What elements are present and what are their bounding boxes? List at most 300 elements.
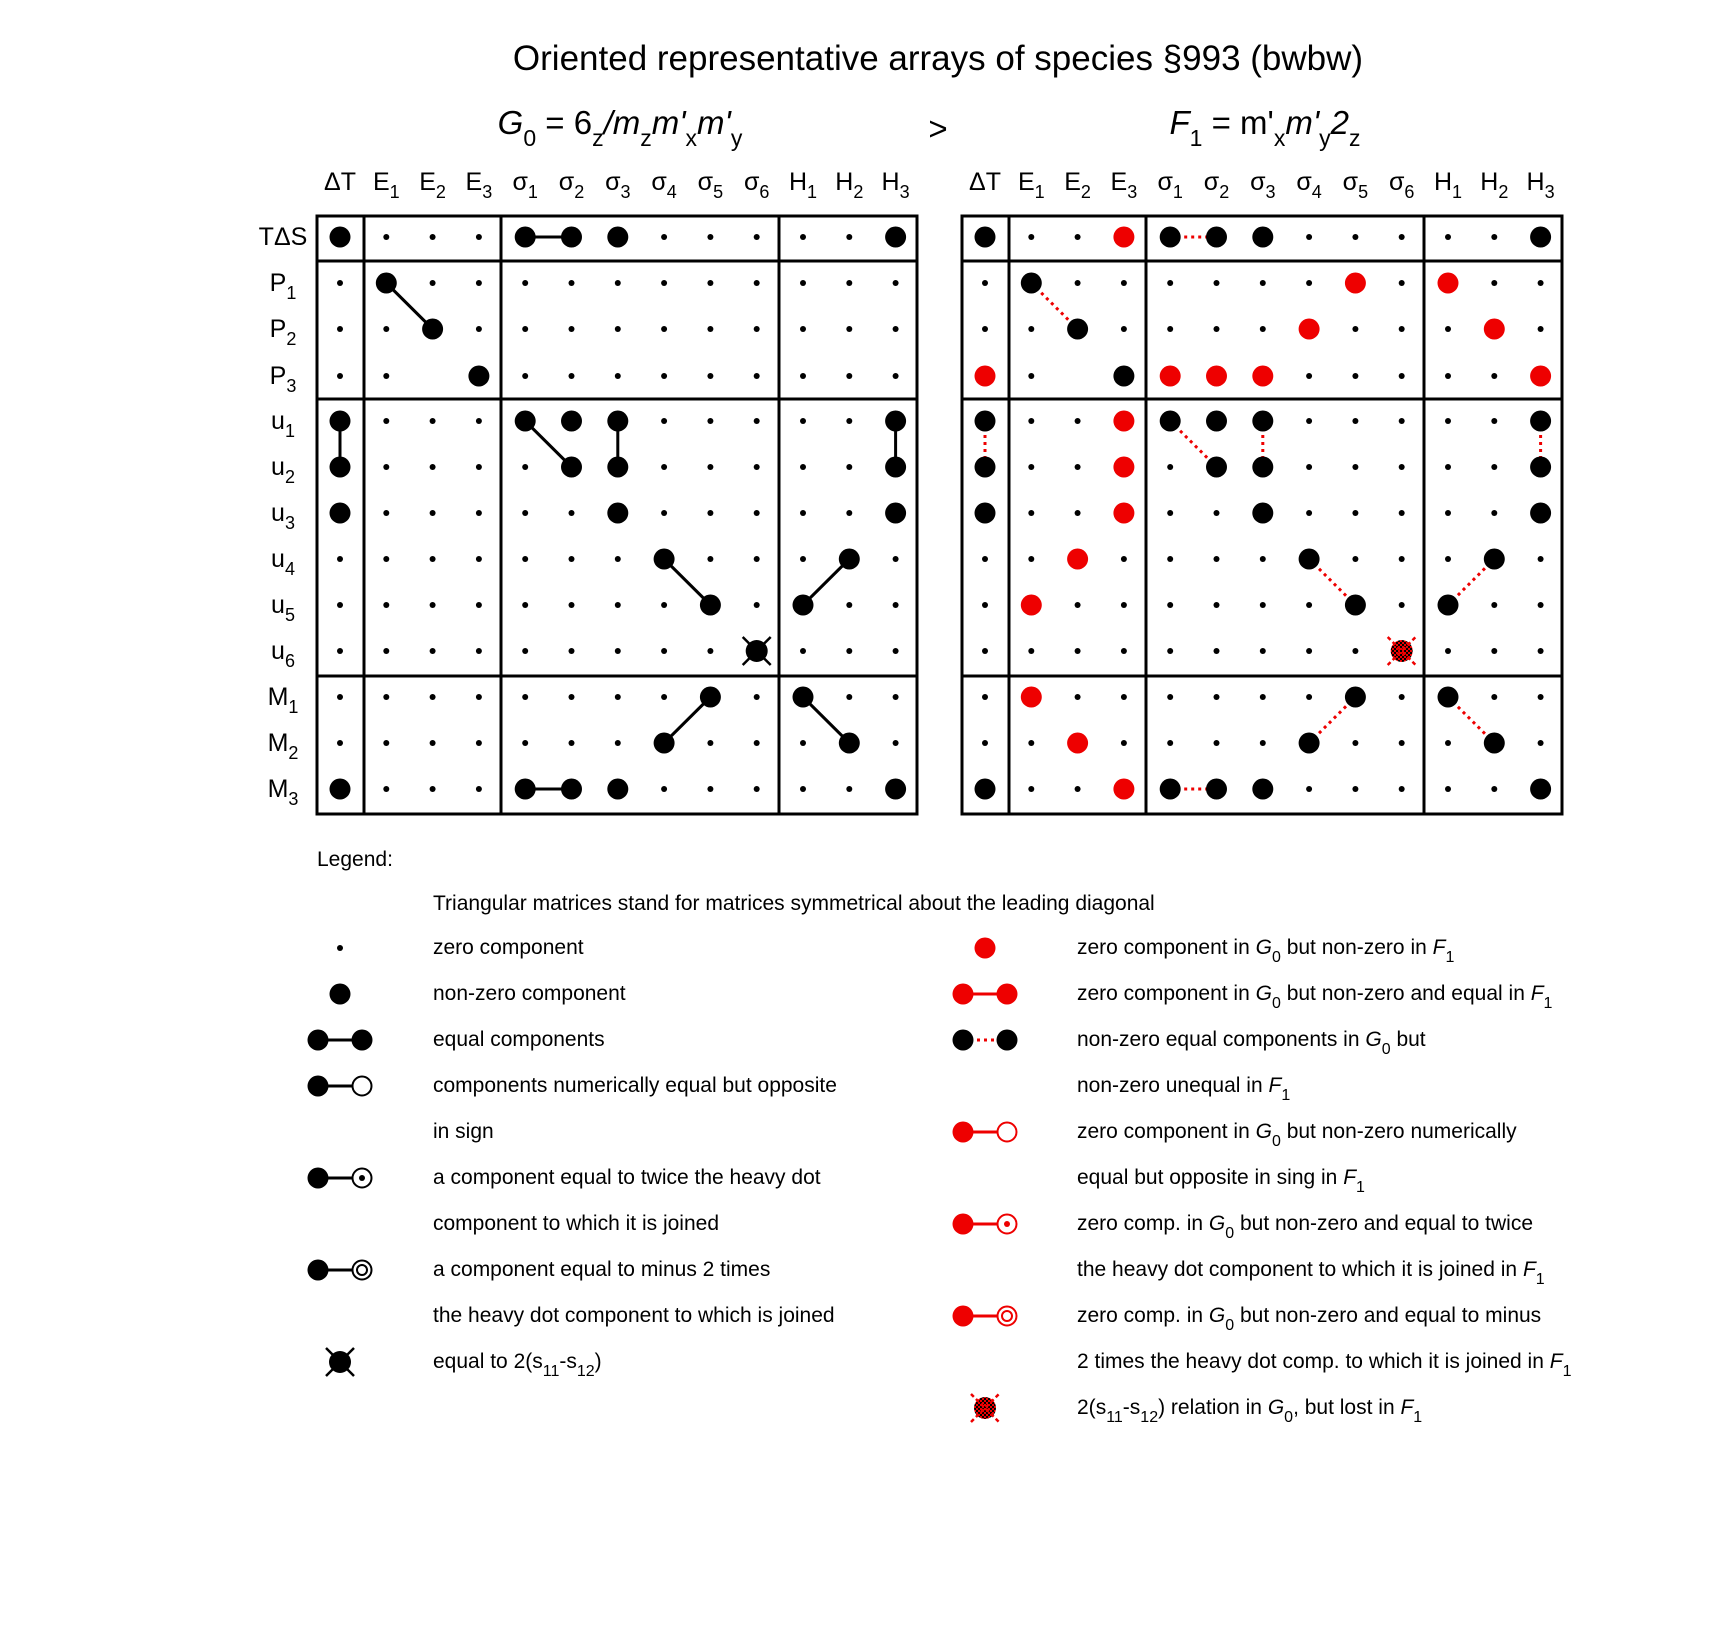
nonzero-dot bbox=[1206, 227, 1227, 248]
nonzero-dot bbox=[1252, 411, 1273, 432]
zero-dot bbox=[615, 326, 621, 332]
zero-dot bbox=[893, 694, 899, 700]
nonzero-dot bbox=[1530, 503, 1551, 524]
zero-dot bbox=[476, 280, 482, 286]
zero-dot bbox=[383, 786, 389, 792]
zero-dot bbox=[337, 556, 343, 562]
nonzero-dot bbox=[975, 411, 996, 432]
legend-entry-text: components numerically equal but opposite bbox=[433, 1074, 837, 1097]
zero-dot bbox=[1352, 786, 1358, 792]
row-header: $u_1$ bbox=[271, 407, 295, 441]
nonzero-dot bbox=[885, 227, 906, 248]
zero-dot bbox=[1306, 648, 1312, 654]
zero-dot bbox=[383, 556, 389, 562]
red-dot bbox=[1113, 227, 1134, 248]
zero-dot bbox=[430, 740, 436, 746]
nonzero-dot bbox=[1206, 411, 1227, 432]
zero-dot bbox=[1075, 280, 1081, 286]
zero-dot bbox=[337, 648, 343, 654]
zero-dot bbox=[1538, 556, 1544, 562]
zero-dot bbox=[1352, 234, 1358, 240]
zero-dot bbox=[476, 786, 482, 792]
zero-dot bbox=[1121, 694, 1127, 700]
nonzero-dot bbox=[1113, 366, 1134, 387]
nonzero-dot bbox=[1484, 549, 1505, 570]
zero-dot bbox=[982, 694, 988, 700]
zero-dot bbox=[1445, 648, 1451, 654]
zero-dot bbox=[476, 510, 482, 516]
nonzero-dot bbox=[376, 273, 397, 294]
zero-dot bbox=[522, 326, 528, 332]
zero-dot bbox=[430, 602, 436, 608]
legend-entry-text: equal components bbox=[433, 1028, 605, 1051]
nonzero-dot bbox=[1299, 733, 1320, 754]
nonzero-dot bbox=[607, 411, 628, 432]
red-dot bbox=[1160, 366, 1181, 387]
zero-dot bbox=[1028, 373, 1034, 379]
column-header: $\sigma_5$ bbox=[697, 168, 724, 202]
legend-entry-text: non-zero equal components in $G_0$ but bbox=[1077, 1028, 1426, 1058]
zero-dot bbox=[846, 418, 852, 424]
nonzero-dot bbox=[607, 503, 628, 524]
zero-dot bbox=[982, 326, 988, 332]
nonzero-dot bbox=[975, 227, 996, 248]
nonzero-dot bbox=[1345, 595, 1366, 616]
zero-dot bbox=[569, 373, 575, 379]
zero-dot bbox=[383, 648, 389, 654]
zero-dot bbox=[1167, 602, 1173, 608]
zero-dot bbox=[430, 510, 436, 516]
zero-dot bbox=[893, 373, 899, 379]
nonzero-dot bbox=[1160, 779, 1181, 800]
zero-dot bbox=[1352, 464, 1358, 470]
column-header: $\sigma_4$ bbox=[1296, 168, 1322, 202]
red-dot bbox=[1484, 319, 1505, 340]
red-dot bbox=[1021, 687, 1042, 708]
nonzero-dot bbox=[330, 227, 351, 248]
zero-dot bbox=[661, 280, 667, 286]
nonzero-dot bbox=[607, 227, 628, 248]
zero-dot bbox=[337, 326, 343, 332]
zero-dot bbox=[1214, 326, 1220, 332]
zero-dot bbox=[1028, 648, 1034, 654]
zero-dot bbox=[569, 510, 575, 516]
nonzero-dot bbox=[1530, 227, 1551, 248]
zero-dot bbox=[476, 694, 482, 700]
zero-dot bbox=[1491, 464, 1497, 470]
zero-dot bbox=[337, 280, 343, 286]
red-dot bbox=[975, 366, 996, 387]
zero-dot bbox=[1214, 740, 1220, 746]
legend-symbol-red-twice bbox=[953, 1214, 1017, 1235]
nonzero-dot bbox=[1530, 457, 1551, 478]
zero-dot bbox=[1445, 373, 1451, 379]
zero-dot bbox=[846, 373, 852, 379]
nonzero-dot bbox=[1252, 457, 1273, 478]
legend-symbol-twice bbox=[308, 1168, 372, 1189]
column-header: $\sigma_3$ bbox=[605, 168, 631, 202]
zero-dot bbox=[430, 694, 436, 700]
zero-dot bbox=[800, 556, 806, 562]
nonzero-dot bbox=[561, 227, 582, 248]
zero-dot bbox=[615, 556, 621, 562]
legend-symbol-small bbox=[337, 945, 343, 951]
zero-dot bbox=[383, 740, 389, 746]
zero-dot bbox=[1075, 786, 1081, 792]
legend-entry-text: 2 times the heavy dot comp. to which it is joined in $F_1$ bbox=[1077, 1350, 1572, 1380]
column-header: $E_2$ bbox=[1064, 168, 1091, 202]
zero-dot bbox=[1121, 556, 1127, 562]
nonzero-dot bbox=[885, 779, 906, 800]
column-header: $H_1$ bbox=[788, 168, 818, 202]
zero-dot bbox=[430, 556, 436, 562]
nonzero-dot bbox=[793, 687, 814, 708]
zero-dot bbox=[1306, 373, 1312, 379]
legend-entry-text: the heavy dot component to which it is joined in $F_1$ bbox=[1077, 1258, 1545, 1288]
legend-entry-text: the heavy dot component to which is joined bbox=[433, 1304, 835, 1327]
zero-dot bbox=[846, 786, 852, 792]
zero-dot bbox=[1491, 373, 1497, 379]
legend-symbol-red bbox=[975, 938, 996, 959]
row-header: $u_4$ bbox=[271, 545, 295, 579]
nonzero-dot bbox=[1252, 779, 1273, 800]
zero-dot bbox=[1075, 694, 1081, 700]
zero-dot bbox=[1214, 694, 1220, 700]
nonzero-dot bbox=[1252, 227, 1273, 248]
zero-dot bbox=[1538, 740, 1544, 746]
zero-dot bbox=[661, 373, 667, 379]
column-header: $E_1$ bbox=[372, 168, 400, 202]
nonzero-dot bbox=[1484, 733, 1505, 754]
legend-entry-text: non-zero component bbox=[433, 982, 626, 1005]
zero-dot bbox=[1491, 418, 1497, 424]
zero-dot bbox=[1075, 510, 1081, 516]
column-header: $H_1$ bbox=[1433, 168, 1463, 202]
nonzero-dot bbox=[1021, 273, 1042, 294]
legend-symbol-dotted bbox=[953, 1030, 1018, 1051]
row-header: $P_1$ bbox=[269, 269, 297, 303]
zero-dot bbox=[846, 464, 852, 470]
zero-dot bbox=[1075, 648, 1081, 654]
nonzero-dot bbox=[607, 457, 628, 478]
column-header: $\sigma_5$ bbox=[1342, 168, 1369, 202]
zero-dot bbox=[1306, 280, 1312, 286]
zero-dot bbox=[337, 602, 343, 608]
row-header: TΔS bbox=[258, 223, 308, 251]
zero-dot bbox=[661, 464, 667, 470]
legend-entry-text: a component equal to twice the heavy dot bbox=[433, 1166, 821, 1189]
column-header: $\sigma_3$ bbox=[1250, 168, 1276, 202]
column-header: $\sigma_1$ bbox=[512, 168, 538, 202]
zero-dot bbox=[982, 280, 988, 286]
nonzero-dot bbox=[1438, 595, 1459, 616]
zero-dot bbox=[1214, 556, 1220, 562]
zero-dot bbox=[754, 602, 760, 608]
nonzero-dot bbox=[975, 779, 996, 800]
nonzero-dot bbox=[515, 227, 536, 248]
zero-dot bbox=[1028, 464, 1034, 470]
zero-dot bbox=[661, 234, 667, 240]
legend-symbol-red-opp bbox=[953, 1122, 1017, 1143]
zero-dot bbox=[522, 694, 528, 700]
zero-dot bbox=[707, 326, 713, 332]
zero-dot bbox=[754, 694, 760, 700]
nonzero-dot bbox=[330, 457, 351, 478]
zero-dot bbox=[1399, 418, 1405, 424]
nonzero-dot bbox=[468, 366, 489, 387]
zero-dot bbox=[569, 326, 575, 332]
zero-dot bbox=[846, 648, 852, 654]
zero-dot bbox=[476, 648, 482, 654]
zero-dot bbox=[337, 740, 343, 746]
nonzero-dot bbox=[1160, 227, 1181, 248]
nonzero-dot bbox=[885, 503, 906, 524]
zero-dot bbox=[1028, 740, 1034, 746]
zero-dot bbox=[1214, 280, 1220, 286]
zero-dot bbox=[1167, 326, 1173, 332]
zero-dot bbox=[476, 464, 482, 470]
legend-symbol-red-minus2 bbox=[953, 1306, 1017, 1327]
zero-dot bbox=[846, 326, 852, 332]
red-dot bbox=[1206, 366, 1227, 387]
zero-dot bbox=[1399, 510, 1405, 516]
zero-dot bbox=[800, 234, 806, 240]
zero-dot bbox=[800, 464, 806, 470]
legend-entry-text: non-zero unequal in $F_1$ bbox=[1077, 1074, 1291, 1104]
nonzero-dot bbox=[700, 687, 721, 708]
zero-dot bbox=[1121, 648, 1127, 654]
row-header: $u_6$ bbox=[271, 637, 295, 671]
column-header: $E_3$ bbox=[465, 168, 493, 202]
zero-dot bbox=[846, 694, 852, 700]
zero-dot bbox=[1491, 234, 1497, 240]
nonzero-dot bbox=[1530, 411, 1551, 432]
red-dot bbox=[1113, 779, 1134, 800]
nonzero-dot bbox=[1067, 319, 1088, 340]
nonzero-dot bbox=[1206, 779, 1227, 800]
zero-dot bbox=[1214, 510, 1220, 516]
red-dot bbox=[1530, 366, 1551, 387]
legend-symbol-red-cross bbox=[971, 1394, 999, 1422]
zero-dot bbox=[982, 648, 988, 654]
column-header: $E_2$ bbox=[419, 168, 446, 202]
zero-dot bbox=[430, 648, 436, 654]
matrix-right bbox=[962, 168, 1562, 814]
zero-dot bbox=[1167, 694, 1173, 700]
zero-dot bbox=[1538, 602, 1544, 608]
left-group-heading: $G_0 = 6_z/m_zm'_xm'_y$ bbox=[497, 104, 743, 151]
row-header: $P_2$ bbox=[269, 315, 297, 349]
legend-symbol-cross bbox=[326, 1348, 354, 1376]
nonzero-dot bbox=[975, 503, 996, 524]
legend-symbol-equal bbox=[308, 1030, 373, 1051]
zero-dot bbox=[1028, 234, 1034, 240]
zero-dot bbox=[1121, 280, 1127, 286]
zero-dot bbox=[1491, 786, 1497, 792]
zero-dot bbox=[1167, 280, 1173, 286]
row-header: $M_1$ bbox=[267, 683, 299, 717]
column-header: $E_3$ bbox=[1110, 168, 1138, 202]
zero-dot bbox=[800, 418, 806, 424]
column-header: $E_1$ bbox=[1017, 168, 1045, 202]
zero-dot bbox=[800, 510, 806, 516]
legend-entry-text: zero comp. in $G_0$ but non-zero and equal to minus bbox=[1077, 1304, 1542, 1334]
nonzero-dot bbox=[654, 549, 675, 570]
nonzero-dot bbox=[1160, 411, 1181, 432]
nonzero-dot bbox=[885, 457, 906, 478]
zero-dot bbox=[1306, 464, 1312, 470]
zero-dot bbox=[615, 280, 621, 286]
zero-dot bbox=[893, 556, 899, 562]
zero-dot bbox=[1306, 786, 1312, 792]
zero-dot bbox=[1214, 648, 1220, 654]
zero-dot bbox=[707, 556, 713, 562]
zero-dot bbox=[1121, 602, 1127, 608]
zero-dot bbox=[1445, 510, 1451, 516]
column-header: $\sigma_1$ bbox=[1157, 168, 1183, 202]
zero-dot bbox=[661, 418, 667, 424]
zero-dot bbox=[893, 648, 899, 654]
zero-dot bbox=[754, 556, 760, 562]
nonzero-dot bbox=[422, 319, 443, 340]
zero-dot bbox=[754, 510, 760, 516]
relation-symbol: > bbox=[928, 110, 948, 147]
zero-dot bbox=[754, 464, 760, 470]
legend-symbol-red-equal bbox=[953, 984, 1018, 1005]
zero-dot bbox=[846, 510, 852, 516]
zero-dot bbox=[337, 694, 343, 700]
zero-dot bbox=[615, 648, 621, 654]
zero-dot bbox=[522, 556, 528, 562]
legend-entry-text: $2(s_{11}-s_{12})$ relation in $G_0$, but lost in $F_1$ bbox=[1077, 1396, 1423, 1426]
zero-dot bbox=[754, 326, 760, 332]
zero-dot bbox=[476, 234, 482, 240]
zero-dot bbox=[569, 694, 575, 700]
zero-dot bbox=[661, 510, 667, 516]
zero-dot bbox=[1491, 280, 1497, 286]
zero-dot bbox=[661, 648, 667, 654]
zero-dot bbox=[707, 373, 713, 379]
nonzero-dot bbox=[1438, 687, 1459, 708]
zero-dot bbox=[1260, 556, 1266, 562]
zero-dot bbox=[800, 326, 806, 332]
page-title: Oriented representative arrays of species §993 (bwbw) bbox=[512, 39, 1364, 78]
zero-dot bbox=[661, 694, 667, 700]
nonzero-dot bbox=[839, 733, 860, 754]
zero-dot bbox=[1445, 418, 1451, 424]
zero-dot bbox=[1028, 418, 1034, 424]
zero-dot bbox=[569, 280, 575, 286]
zero-dot bbox=[1445, 464, 1451, 470]
red-dot bbox=[1252, 366, 1273, 387]
nonzero-dot bbox=[1345, 687, 1366, 708]
zero-dot bbox=[337, 373, 343, 379]
zero-dot bbox=[1306, 234, 1312, 240]
legend-entry-text: zero comp. in $G_0$ but non-zero and equal to twice bbox=[1077, 1212, 1534, 1242]
zero-dot bbox=[522, 648, 528, 654]
zero-dot bbox=[522, 280, 528, 286]
zero-dot bbox=[846, 280, 852, 286]
legend-entry-text: equal but opposite in sing in $F_1$ bbox=[1077, 1166, 1365, 1196]
nonzero-dot bbox=[1299, 549, 1320, 570]
row-header: $P_3$ bbox=[269, 362, 297, 396]
zero-dot bbox=[522, 740, 528, 746]
zero-dot bbox=[1399, 464, 1405, 470]
zero-dot bbox=[754, 418, 760, 424]
zero-dot bbox=[1260, 326, 1266, 332]
zero-dot bbox=[707, 234, 713, 240]
zero-dot bbox=[569, 556, 575, 562]
legend-entry-text: component to which it is joined bbox=[433, 1212, 719, 1235]
zero-dot bbox=[982, 740, 988, 746]
column-header: $\sigma_4$ bbox=[651, 168, 677, 202]
legend-symbol-big bbox=[330, 984, 351, 1005]
zero-dot bbox=[1352, 373, 1358, 379]
zero-dot bbox=[1491, 602, 1497, 608]
zero-dot bbox=[1167, 464, 1173, 470]
zero-dot bbox=[707, 786, 713, 792]
zero-dot bbox=[430, 234, 436, 240]
column-header: $H_3$ bbox=[881, 168, 910, 202]
legend-entry-text: in sign bbox=[433, 1120, 494, 1143]
nonzero-dot bbox=[330, 411, 351, 432]
zero-dot bbox=[569, 740, 575, 746]
zero-dot bbox=[982, 556, 988, 562]
zero-dot bbox=[1352, 556, 1358, 562]
zero-dot bbox=[383, 510, 389, 516]
zero-dot bbox=[754, 740, 760, 746]
zero-dot bbox=[707, 648, 713, 654]
zero-dot bbox=[1538, 326, 1544, 332]
zero-dot bbox=[383, 602, 389, 608]
zero-dot bbox=[1352, 326, 1358, 332]
zero-dot bbox=[800, 648, 806, 654]
zero-dot bbox=[1260, 694, 1266, 700]
zero-dot bbox=[1306, 510, 1312, 516]
zero-dot bbox=[754, 373, 760, 379]
row-header: $u_3$ bbox=[271, 499, 295, 533]
matrix-left bbox=[259, 168, 917, 814]
column-header: ΔT bbox=[324, 168, 356, 196]
zero-dot bbox=[383, 373, 389, 379]
zero-dot bbox=[1538, 694, 1544, 700]
column-header: $\sigma_2$ bbox=[558, 168, 585, 202]
column-header: $H_2$ bbox=[1480, 168, 1509, 202]
zero-dot bbox=[1121, 326, 1127, 332]
legend-entry-text: zero component in $G_0$ but non-zero in $F_1$ bbox=[1077, 936, 1455, 966]
zero-dot bbox=[1260, 740, 1266, 746]
row-header: $M_2$ bbox=[267, 729, 299, 763]
zero-dot bbox=[893, 280, 899, 286]
zero-dot bbox=[707, 280, 713, 286]
legend-symbol-minus2 bbox=[308, 1260, 372, 1281]
zero-dot bbox=[476, 740, 482, 746]
red-dot bbox=[1113, 503, 1134, 524]
red-dot bbox=[1438, 273, 1459, 294]
row-header: $M_3$ bbox=[267, 775, 299, 809]
right-group-heading: $F_1 = m'_xm'_y2_z$ bbox=[1169, 104, 1361, 151]
zero-dot bbox=[522, 602, 528, 608]
column-header: $\sigma_2$ bbox=[1203, 168, 1230, 202]
zero-dot bbox=[615, 740, 621, 746]
zero-dot bbox=[615, 602, 621, 608]
zero-dot bbox=[383, 234, 389, 240]
zero-dot bbox=[615, 694, 621, 700]
legend-note: Triangular matrices stand for matrices symmetrical about the leading diagonal bbox=[433, 892, 1155, 915]
zero-dot bbox=[1167, 556, 1173, 562]
zero-dot bbox=[661, 326, 667, 332]
zero-dot bbox=[1399, 602, 1405, 608]
